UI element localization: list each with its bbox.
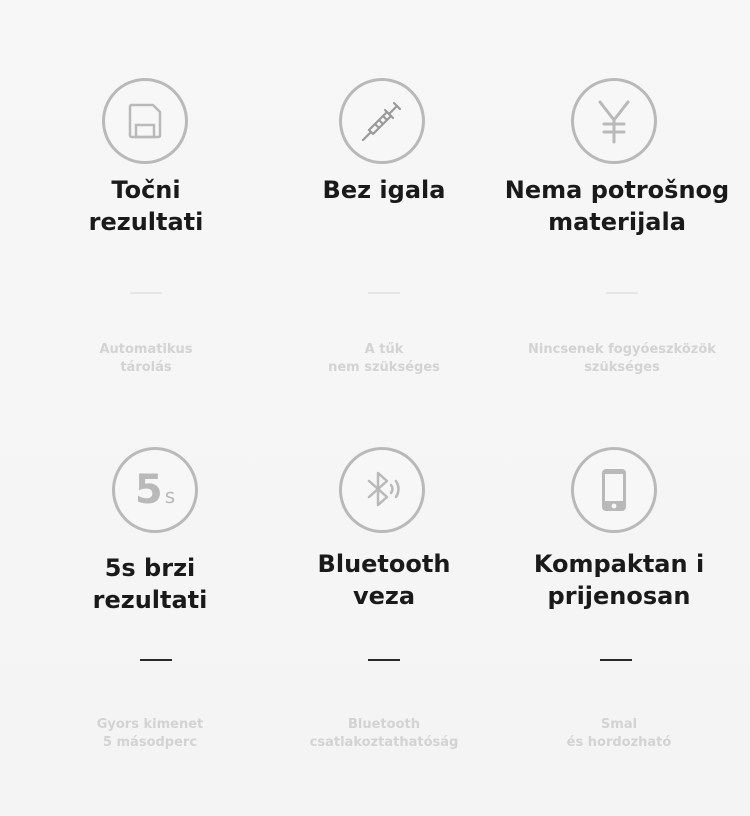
feature-caption: Automatikus tárolás <box>99 342 193 375</box>
five-digit: 5 <box>134 467 163 513</box>
divider-dash <box>600 659 632 661</box>
divider-dash <box>368 659 400 661</box>
feature-title: Točni rezultati <box>88 176 204 236</box>
feature-caption: Bluetooth csatlakoztathatóság <box>309 717 459 750</box>
feature-title: Nema potrošnog materijala <box>504 176 730 236</box>
five-seconds-icon <box>112 447 198 533</box>
feature-title: 5s brzi rezultati <box>92 554 208 614</box>
phone-icon <box>571 447 657 533</box>
feature-caption: Nincsenek fogyóeszközök szükséges <box>528 342 716 375</box>
seconds-unit: s <box>164 484 176 508</box>
feature-title: Bez igala <box>322 176 446 204</box>
feature-compact-portable <box>497 0 747 816</box>
feature-title: Kompaktan i prijenosan <box>533 550 705 610</box>
feature-caption: Smal és hordozható <box>566 717 672 750</box>
bluetooth-icon <box>339 447 425 533</box>
feature-caption: Gyors kimenet 5 másodperc <box>96 717 204 750</box>
feature-bluetooth <box>259 0 509 816</box>
feature-title: Bluetooth veza <box>317 550 451 610</box>
feature-fast-results <box>31 0 281 816</box>
divider-dash <box>140 659 172 661</box>
feature-caption: A tűk nem szükséges <box>328 342 440 375</box>
